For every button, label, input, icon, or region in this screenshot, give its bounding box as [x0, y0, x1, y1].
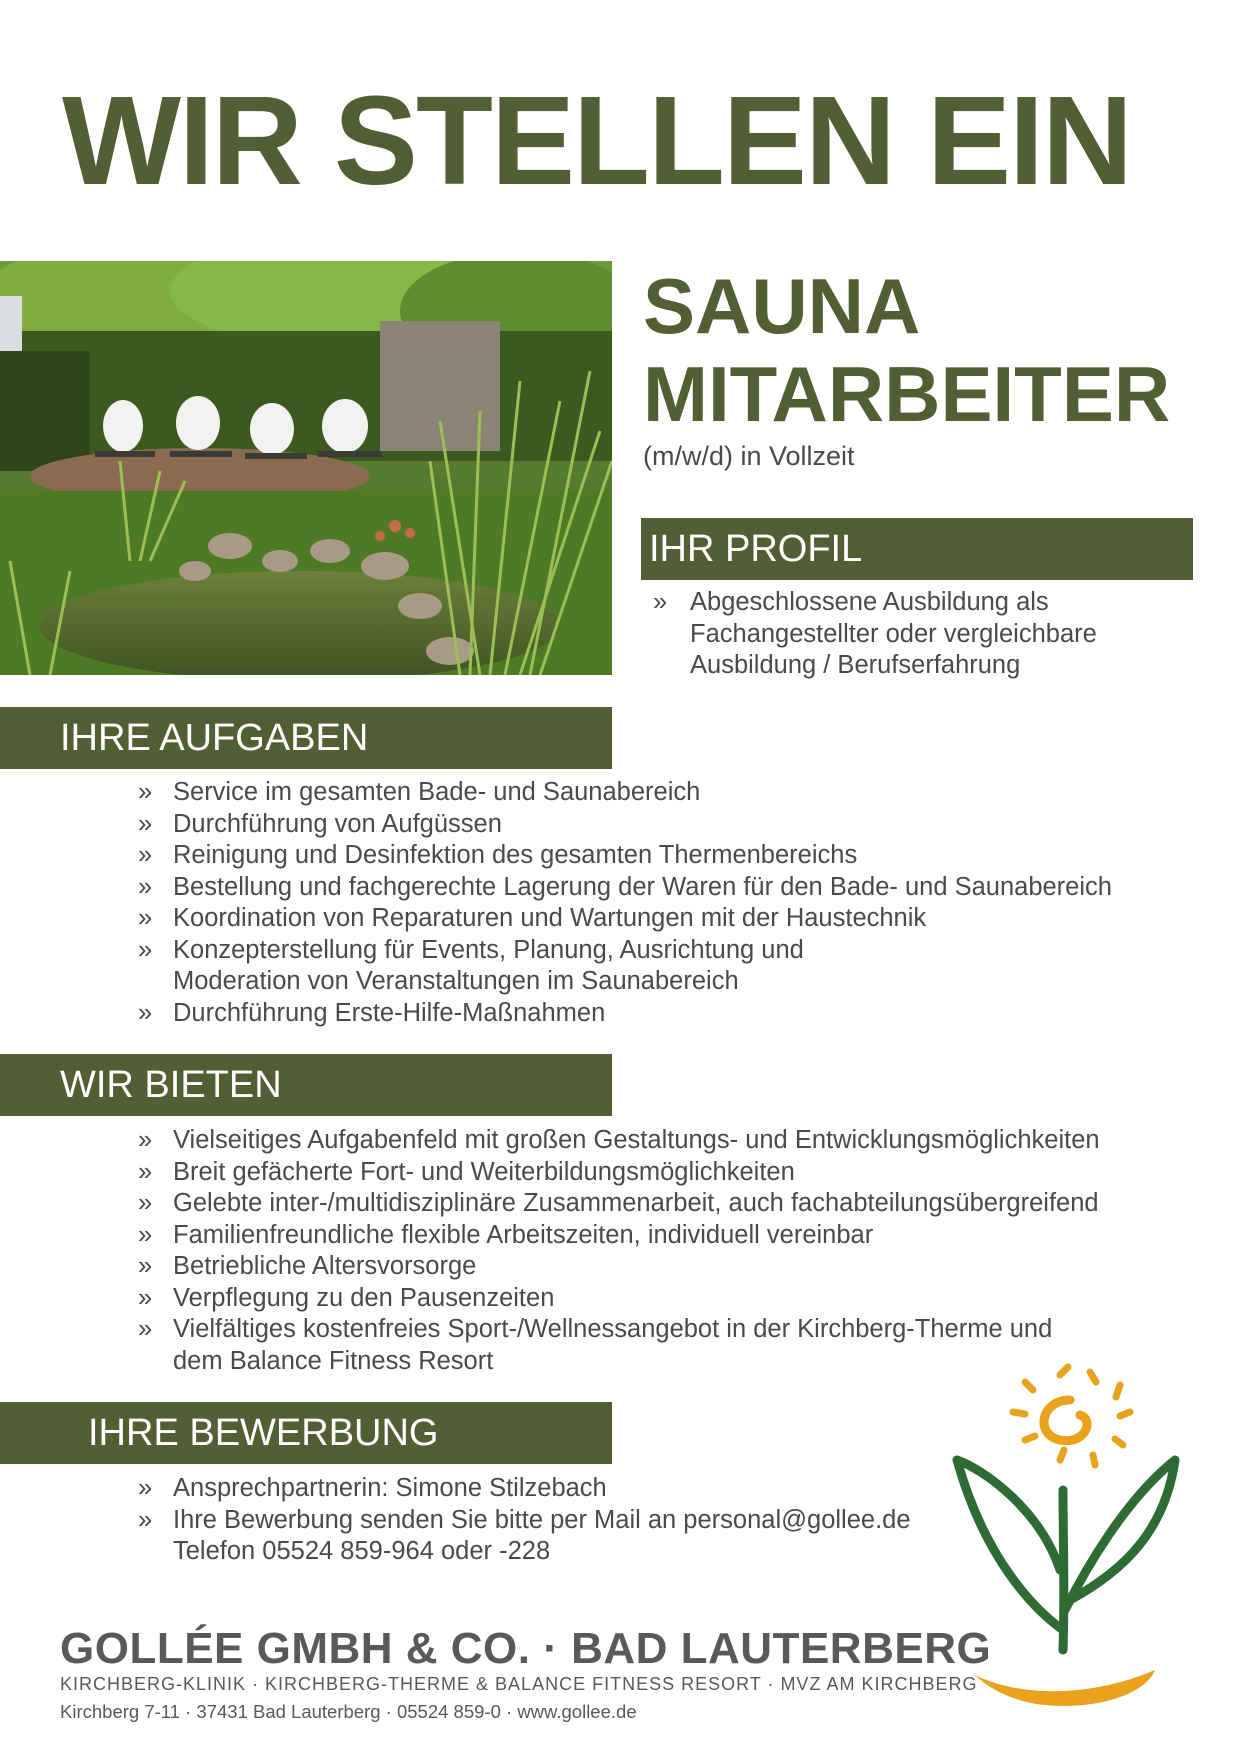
- phone-info: Telefon 05524 859-964 oder -228: [173, 1537, 551, 1565]
- company-name: GOLLÉE GMBH & CO. · BAD LAUTERBERG: [60, 1624, 992, 1673]
- job-subtitle: (m/w/d) in Vollzeit: [643, 441, 855, 471]
- company-address: Kirchberg 7-11 · 37431 Bad Lauterberg · 05524 859-0 · www.gollee.de: [60, 1701, 637, 1722]
- list-item: » Breit gefächerte Fort- und Weiterbildungsmöglichkeiten: [138, 1157, 1198, 1189]
- list-item: » Durchführung Erste-Hilfe-Maßnahmen: [138, 998, 1138, 1030]
- section-heading-aufgaben: IHRE AUFGABEN: [0, 707, 612, 769]
- list-item: » Vielfältiges kostenfreies Sport-/Wellnessangebot in der Kirchberg-Therme und dem Balance Fitness Resort: [138, 1314, 1098, 1377]
- section-heading-bewerbung: IHRE BEWERBUNG: [0, 1402, 612, 1464]
- profil-list: [653, 587, 1133, 682]
- list-item: » Reinigung und Desinfektion des gesamten Thermenbereichs: [138, 840, 1138, 872]
- list-item: » Konzepterstellung für Events, Planung, Ausrichtung und Moderation von Veranstaltungen im Saunabereich: [138, 935, 898, 998]
- list-item: » Familienfreundliche flexible Arbeitszeiten, individuell vereinbar: [138, 1220, 1198, 1252]
- job-title-line2: MITARBEITER: [643, 350, 1171, 438]
- email-instruction: Ihre Bewerbung senden Sie bitte per Mail an personal@gollee.de: [173, 1505, 911, 1534]
- sauna-garden-photo: [0, 261, 612, 675]
- list-item: » Durchführung von Aufgüssen: [138, 809, 1138, 841]
- aufgaben-list: [138, 777, 1138, 1029]
- list-item: » Bestellung und fachgerechte Lagerung der Waren für den Bade- und Saunabereich: [138, 872, 1138, 904]
- company-divisions: KIRCHBERG-KLINIK · KIRCHBERG-THERME & BALANCE FITNESS RESORT · MVZ AM KIRCHBERG: [60, 1674, 978, 1694]
- list-item: » Gelebte inter-/multidisziplinäre Zusammenarbeit, auch fachabteilungsübergreifend: [138, 1188, 1198, 1220]
- bieten-list: [138, 1125, 1198, 1377]
- page-headline: WIR STELLEN EIN: [62, 70, 1131, 211]
- section-heading-profil: IHR PROFIL: [641, 518, 1193, 580]
- job-title: [643, 262, 1203, 438]
- section-heading-bieten: WIR BIETEN: [0, 1054, 612, 1116]
- bewerbung-list: [138, 1473, 1038, 1568]
- list-item: » Service im gesamten Bade- und Saunabereich: [138, 777, 1138, 809]
- list-item: » Vielseitiges Aufgabenfeld mit großen Gestaltungs- und Entwicklungsmöglichkeiten: [138, 1125, 1198, 1157]
- list-item: » Koordination von Reparaturen und Wartungen mit der Haustechnik: [138, 903, 1138, 935]
- sun-flower-logo-icon: [945, 1360, 1185, 1720]
- list-item: » Ansprechpartnerin: Simone Stilzebach: [138, 1473, 1038, 1505]
- list-item: » Verpflegung zu den Pausenzeiten: [138, 1283, 1198, 1315]
- job-title-line1: SAUNA: [643, 262, 921, 350]
- list-item: » Abgeschlossene Ausbildung als Fachangestellter oder vergleichbare Ausbildung / Berufserfahrung: [653, 587, 1133, 682]
- list-item: [138, 1505, 1038, 1568]
- list-item: » Betriebliche Altersvorsorge: [138, 1251, 1198, 1283]
